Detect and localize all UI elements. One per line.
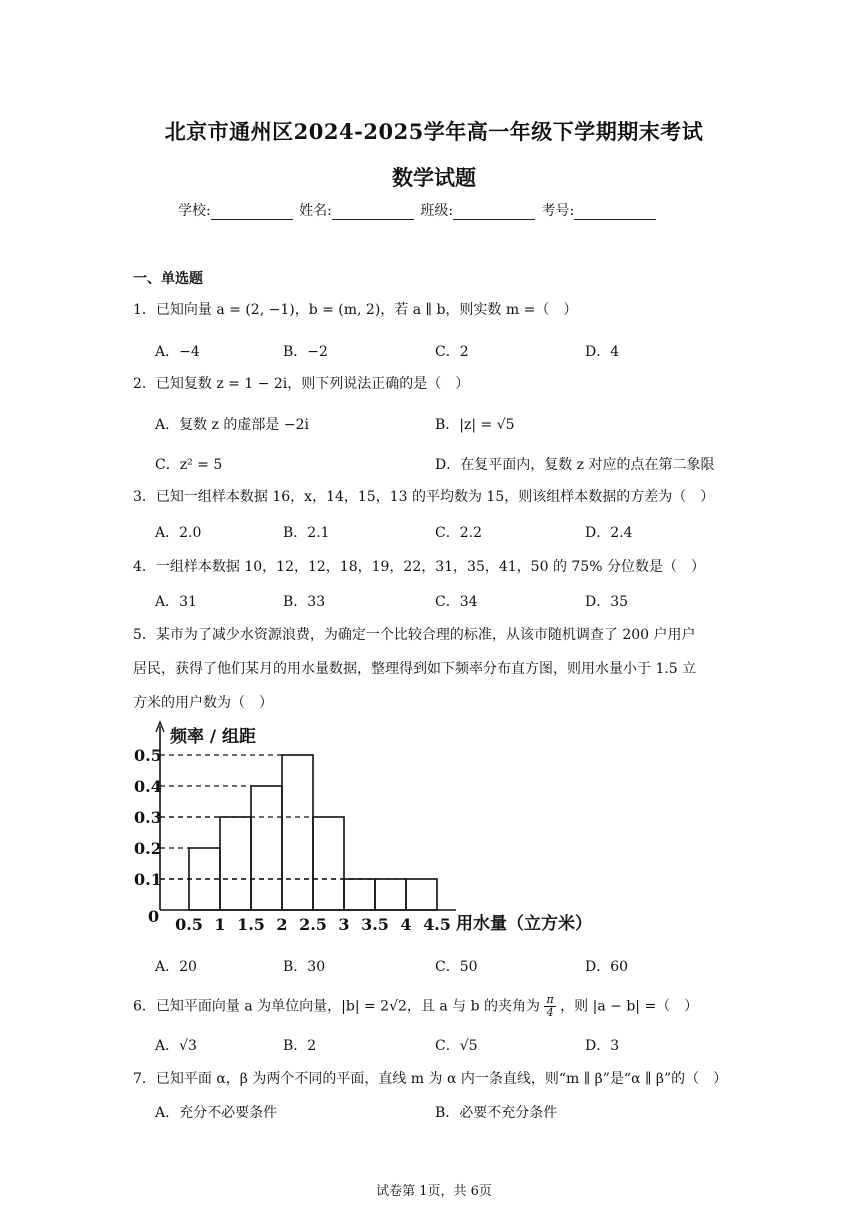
x-tick-label: 4: [400, 915, 412, 934]
name-blank[interactable]: [332, 205, 414, 220]
question-4-stem: 4．一组样本数据 10，12，12，18，19，22，31，35，41，50 的 75% 分位数是（ ）: [133, 559, 705, 575]
y-tick-label: 0.5: [134, 746, 162, 765]
frequency-histogram: [130, 718, 610, 948]
question-6-stem: [133, 994, 698, 1019]
origin-label: 0: [148, 907, 160, 926]
section-heading: 一、单选题: [133, 271, 203, 287]
q2-option-a: A．复数 z 的虚部是 −2i: [155, 417, 309, 433]
q4-option-b: B．33: [283, 594, 326, 610]
q7-option-a: A．充分不必要条件: [155, 1105, 278, 1121]
histogram-bar: [313, 817, 344, 910]
q1-option-b: B．−2: [283, 344, 328, 360]
school-blank[interactable]: [211, 205, 293, 220]
q5-line-1: 5．某市为了减少水资源浪费，为确定一个比较合理的标准，从该市随机调查了 200 户用户: [133, 627, 696, 643]
question-3-stem: 3．已知一组样本数据 16，x，14，15，13 的平均数为 15，则该组样本数据的方差为（ ）: [133, 489, 715, 505]
q5-option-b: B．30: [283, 959, 326, 975]
question-2-stem: 2．已知复数 z = 1 − 2i，则下列说法正确的是（ ）: [133, 376, 470, 392]
exam-subtitle: 数学试题: [392, 165, 476, 190]
exam-number-blank[interactable]: [574, 205, 656, 220]
x-axis-title: 用水量（立方米）: [456, 914, 592, 934]
q4-option-c: C．34: [435, 594, 478, 610]
x-tick-label: 2.5: [299, 915, 327, 934]
histogram-bar: [375, 879, 406, 910]
x-tick-label: 3.5: [361, 915, 389, 934]
q7-option-b: B．必要不充分条件: [435, 1105, 558, 1121]
q3-option-d: D．2.4: [585, 525, 633, 541]
q5-line-2: 居民，获得了他们某月的用水量数据，整理得到如下频率分布直方图，则用水量小于 1.5 立: [133, 661, 697, 677]
q2-option-d: D．在复平面内，复数 z 对应的点在第二象限: [435, 457, 715, 473]
y-tick-label: 0.4: [134, 777, 162, 796]
q6-fraction-numerator: π: [546, 993, 554, 1006]
q5-option-a: A．20: [155, 959, 197, 975]
class-label: 班级:: [420, 203, 454, 219]
q3-option-a: A．2.0: [155, 525, 202, 541]
histogram-bar: [344, 879, 375, 910]
student-info-line: [178, 200, 658, 220]
q1-option-c: C．2: [435, 344, 469, 360]
x-tick-label: 2: [276, 915, 288, 934]
exam-number-label: 考号:: [541, 203, 575, 219]
q5-option-d: D．60: [585, 959, 629, 975]
q6-text-a: 6．已知平面向量 a 为单位向量，|b| = 2√2，且 a 与 b 的夹角为: [133, 998, 541, 1015]
x-tick-label: 1.5: [237, 915, 265, 934]
histogram-bar: [406, 879, 437, 910]
q5-line-3: 方米的用户数为（ ）: [133, 695, 273, 711]
y-tick-label: 0.1: [134, 870, 162, 889]
q6-option-d: D．3: [585, 1038, 620, 1054]
exam-title: 北京市通州区2024-2025学年高一年级下学期期末考试: [164, 119, 704, 144]
question-5-stem: [133, 618, 738, 720]
question-1-stem: 1．已知向量 a = (2, −1)，b = (m, 2)，若 a ∥ b，则实数 m =（ ）: [133, 302, 578, 318]
q6-text-b: ，则 |a − b| =（ ）: [560, 998, 699, 1015]
histogram-bar: [220, 817, 251, 910]
q2-option-c: C．z² = 5: [155, 457, 223, 473]
q1-option-a: A．−4: [155, 344, 200, 360]
q3-option-b: B．2.1: [283, 525, 330, 541]
y-axis-title: 频率 / 组距: [170, 727, 257, 747]
q4-option-d: D．35: [585, 594, 629, 610]
class-blank[interactable]: [453, 205, 535, 220]
school-label: 学校:: [178, 203, 211, 219]
q5-option-c: C．50: [435, 959, 478, 975]
name-label: 姓名:: [299, 203, 332, 219]
x-tick-label: 3: [338, 915, 350, 934]
q6-option-c: C．√5: [435, 1038, 478, 1054]
question-7-stem: 7．已知平面 α，β 为两个不同的平面，直线 m 为 α 内一条直线，则“m ∥ β”是“α ∥ β”的（ ）: [133, 1071, 728, 1087]
histogram-bar: [282, 755, 313, 910]
histogram-bar: [251, 786, 282, 910]
x-tick-label: 0.5: [175, 915, 203, 934]
y-tick-label: 0.3: [134, 808, 162, 827]
page-footer: 试卷第 1页，共 6页: [376, 1184, 492, 1199]
y-tick-label: 0.2: [134, 839, 162, 858]
q1-option-d: D．4: [585, 344, 620, 360]
q2-option-b: B．|z| = √5: [435, 417, 515, 433]
q4-option-a: A．31: [155, 594, 197, 610]
q6-option-b: B．2: [283, 1038, 317, 1054]
x-tick-label: 4.5: [423, 915, 451, 934]
q6-fraction: [544, 994, 555, 1019]
q3-option-c: C．2.2: [435, 525, 482, 541]
q6-fraction-denominator: 4: [546, 1006, 554, 1019]
x-tick-label: 1: [214, 915, 226, 934]
q6-option-a: A．√3: [155, 1038, 197, 1054]
